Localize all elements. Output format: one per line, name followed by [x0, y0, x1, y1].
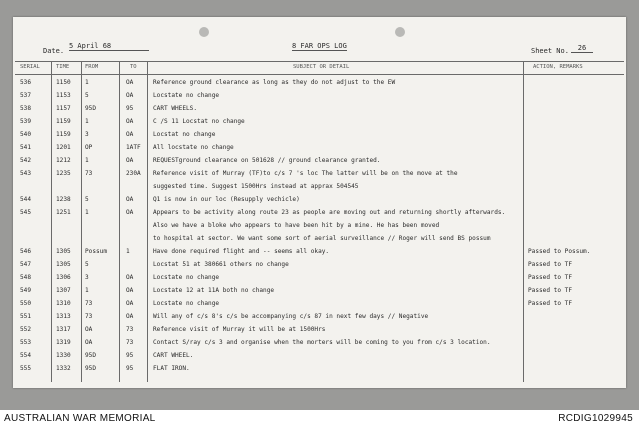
- log-entry-row: [13, 324, 626, 335]
- punch-hole: [395, 27, 405, 37]
- footer-right: RCDIG1029945: [558, 413, 633, 424]
- entry-serial: 552: [20, 326, 32, 333]
- entry-from: 95D: [85, 365, 97, 372]
- column-header: SERIAL: [20, 64, 40, 70]
- entry-from: 1: [85, 287, 89, 294]
- log-entry-row: [13, 116, 626, 127]
- entry-from: 73: [85, 170, 93, 177]
- entry-serial: 547: [20, 261, 32, 268]
- entry-to: OA: [126, 209, 134, 216]
- entry-time: 1159: [56, 131, 71, 138]
- entry-serial: 550: [20, 300, 32, 307]
- entry-from: 1: [85, 157, 89, 164]
- entry-from: 5: [85, 92, 89, 99]
- entry-from: 5: [85, 196, 89, 203]
- entry-subject: CART WHEELS.: [153, 105, 198, 112]
- entry-from: 1: [85, 118, 89, 125]
- entry-serial: 555: [20, 365, 32, 372]
- entry-to: 95: [126, 365, 134, 372]
- log-entry-row: [13, 194, 626, 205]
- entry-time: 1251: [56, 209, 71, 216]
- sheet-label: Sheet No.: [531, 47, 569, 55]
- entry-serial: 546: [20, 248, 32, 255]
- entry-to: OA: [126, 79, 134, 86]
- log-sheet: [13, 17, 626, 388]
- log-entry-row: [13, 311, 626, 322]
- entry-subject: REQUESTground clearance on 501628 // ground clearance granted.: [153, 157, 381, 164]
- log-entry-row: [13, 285, 626, 296]
- entry-time: 1306: [56, 274, 71, 281]
- entry-time: 1332: [56, 365, 71, 372]
- entry-action: Passed to TF: [528, 287, 573, 294]
- log-entry-row: [13, 337, 626, 348]
- entry-subject: FLAT IRON.: [153, 365, 190, 372]
- entry-serial: 543: [20, 170, 32, 177]
- log-entry-row: [13, 220, 626, 231]
- log-entry-row: [13, 77, 626, 88]
- entry-subject: Locstat 51 at 380661 others no change: [153, 261, 289, 268]
- entry-serial: 544: [20, 196, 32, 203]
- log-entry-row: [13, 103, 626, 114]
- entry-to: 230A: [126, 170, 141, 177]
- unit-title: 8 FAR OPS LOG: [292, 42, 347, 50]
- entry-from: OA: [85, 326, 93, 333]
- entry-time: 1305: [56, 248, 71, 255]
- entry-serial: 537: [20, 92, 32, 99]
- entry-from: OA: [85, 339, 93, 346]
- log-entry-row: [13, 298, 626, 309]
- entry-to: OA: [126, 92, 134, 99]
- entry-time: 1235: [56, 170, 71, 177]
- log-entry-row: [13, 246, 626, 257]
- entry-from: 95D: [85, 105, 97, 112]
- entry-to: 1ATF: [126, 144, 141, 151]
- entry-time: 1201: [56, 144, 71, 151]
- entry-from: 95D: [85, 352, 97, 359]
- entry-subject: Locstate no change: [153, 274, 220, 281]
- log-entry-row: [13, 142, 626, 153]
- entry-to: OA: [126, 157, 134, 164]
- log-entry-row: [13, 90, 626, 101]
- entry-subject: Locstate no change: [153, 92, 220, 99]
- entry-time: 1212: [56, 157, 71, 164]
- entry-from: 73: [85, 313, 93, 320]
- entry-serial: 554: [20, 352, 32, 359]
- log-entry-row: [13, 168, 626, 179]
- entry-serial: 553: [20, 339, 32, 346]
- column-header: TIME: [56, 64, 70, 70]
- entry-to: OA: [126, 287, 134, 294]
- entry-time: 1150: [56, 79, 71, 86]
- entry-serial: 540: [20, 131, 32, 138]
- entry-subject: Q1 is now in our loc (Resupply vechicle): [153, 196, 300, 203]
- date-label: Date.: [43, 47, 65, 55]
- log-entry-row: [13, 155, 626, 166]
- entry-subject: Reference visit of Murray it will be at 1500Hrs: [153, 326, 326, 333]
- entry-serial: 536: [20, 79, 32, 86]
- entry-subject: Will any of c/s 8's c/s be accompanying c/s 87 in next few days // Negative: [153, 313, 429, 320]
- entry-time: 1330: [56, 352, 71, 359]
- entry-time: 1153: [56, 92, 71, 99]
- entry-to: OA: [126, 313, 134, 320]
- log-entry-row: [13, 129, 626, 140]
- entry-time: 1157: [56, 105, 71, 112]
- entry-from: 1: [85, 209, 89, 216]
- column-headers: [13, 62, 626, 73]
- column-header: SUBJECT OR DETAIL: [293, 64, 350, 70]
- entry-subject: All locstate no change: [153, 144, 234, 151]
- entry-subject: Reference visit of Murray (TF)to c/s 7 's loc The latter will be on the move at the: [153, 170, 458, 177]
- entry-subject: Reference ground clearance as long as they do not adjust to the EW: [153, 79, 396, 86]
- entry-from: 73: [85, 300, 93, 307]
- entry-from: Possum: [85, 248, 108, 255]
- entry-time: 1319: [56, 339, 71, 346]
- sheet-value: 26: [571, 44, 593, 53]
- date-value: 5 April 68: [69, 42, 149, 51]
- entry-time: 1238: [56, 196, 71, 203]
- column-header: ACTION, REMARKS: [533, 64, 583, 70]
- log-entry-row: [13, 207, 626, 218]
- entry-serial: 549: [20, 287, 32, 294]
- entry-to: OA: [126, 131, 134, 138]
- entry-to: OA: [126, 118, 134, 125]
- entry-from: 1: [85, 79, 89, 86]
- entry-serial: 548: [20, 274, 32, 281]
- entry-serial: 551: [20, 313, 32, 320]
- entry-action: Passed to TF: [528, 300, 573, 307]
- entry-time: 1310: [56, 300, 71, 307]
- entry-from: 3: [85, 274, 89, 281]
- entry-to: 1: [126, 248, 130, 255]
- entry-action: Passed to Possum.: [528, 248, 591, 255]
- punch-hole: [199, 27, 209, 37]
- entry-to: OA: [126, 196, 134, 203]
- entry-time: 1305: [56, 261, 71, 268]
- entry-subject: Have done required flight and -- seems all okay.: [153, 248, 330, 255]
- entry-time: 1313: [56, 313, 71, 320]
- entry-time: 1317: [56, 326, 71, 333]
- entry-subject: suggested time. Suggest 1500Hrs instead at apprax 504545: [153, 183, 359, 190]
- log-entry-row: [13, 363, 626, 374]
- entry-serial: 538: [20, 105, 32, 112]
- entry-subject: Appears to be activity along route 23 as people are moving out and returning shortly afterwards.: [153, 209, 506, 216]
- column-header: TO: [130, 64, 137, 70]
- entry-subject: Locstate 12 at 11A both no change: [153, 287, 275, 294]
- log-entry-row: [13, 350, 626, 361]
- entry-from: 5: [85, 261, 89, 268]
- entry-from: 3: [85, 131, 89, 138]
- entry-to: OA: [126, 274, 134, 281]
- footer-left: AUSTRALIAN WAR MEMORIAL: [4, 413, 156, 424]
- entry-subject: Contact S/ray c/s 3 and organise when the morters will be coming to you from c/s 3 location.: [153, 339, 491, 346]
- entry-subject: Locstate no change: [153, 300, 220, 307]
- entry-time: 1159: [56, 118, 71, 125]
- header-rule: [15, 74, 624, 75]
- entry-subject: C /S 11 Locstat no change: [153, 118, 245, 125]
- entry-serial: 539: [20, 118, 32, 125]
- entry-to: 95: [126, 105, 134, 112]
- entry-action: Passed to TF: [528, 274, 573, 281]
- entry-to: 95: [126, 352, 134, 359]
- log-entry-row: [13, 259, 626, 270]
- entry-subject: Locstat no change: [153, 131, 216, 138]
- log-entry-row: [13, 233, 626, 244]
- entry-subject: CART WHEEL.: [153, 352, 194, 359]
- entry-serial: 542: [20, 157, 32, 164]
- entry-to: 73: [126, 339, 134, 346]
- log-entry-row: [13, 181, 626, 192]
- column-header: FROM: [85, 64, 99, 70]
- entry-subject: Also we have a bloke who appears to have been hit by a mine. He has been moved: [153, 222, 440, 229]
- entry-serial: 545: [20, 209, 32, 216]
- entry-to: OA: [126, 300, 134, 307]
- entry-to: 73: [126, 326, 134, 333]
- log-entry-row: [13, 272, 626, 283]
- entry-from: OP: [85, 144, 93, 151]
- entry-subject: to hospital at sector. We want some sort of aerial surveillance // Roger will send BS possum: [153, 235, 491, 242]
- entry-serial: 541: [20, 144, 32, 151]
- entry-time: 1307: [56, 287, 71, 294]
- entry-action: Passed to TF: [528, 261, 573, 268]
